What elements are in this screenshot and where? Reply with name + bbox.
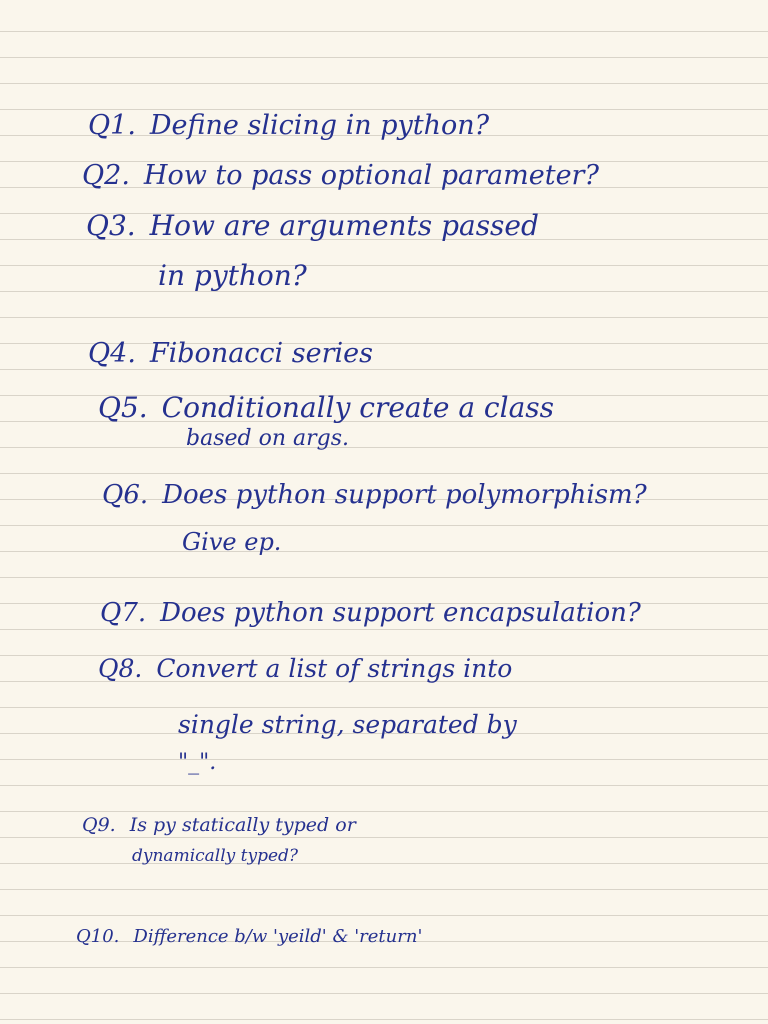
question-text: Give ep. (182, 528, 282, 556)
question-number: Q1. (88, 110, 136, 141)
question-text: How are arguments passed (149, 209, 539, 242)
question-3 (86, 209, 539, 242)
question-text: Does python support polymorphism? (162, 480, 647, 510)
question-number: Q2. (82, 160, 130, 191)
question-number: Q10. (76, 926, 120, 947)
question-7 (100, 600, 641, 626)
question-text: single string, separated by (178, 710, 517, 739)
question-6 (102, 482, 647, 508)
question-text: Fibonacci series (149, 338, 373, 369)
question-8-continued (178, 752, 216, 774)
question-text: Conditionally create a class (161, 391, 554, 424)
question-text: dynamically typed? (132, 846, 299, 866)
question-text: Convert a list of strings into (156, 654, 513, 683)
question-2 (82, 162, 599, 189)
question-8-continued (178, 712, 517, 737)
question-9 (82, 816, 356, 835)
question-5 (98, 391, 554, 424)
question-number: Q7. (100, 598, 147, 628)
question-6-continued (182, 530, 281, 554)
question-text: in python? (158, 259, 307, 292)
question-4 (88, 340, 373, 367)
question-8 (98, 656, 512, 681)
question-text: Define slicing in python? (149, 110, 490, 141)
question-number: Q8. (98, 654, 143, 683)
question-1 (88, 112, 489, 139)
question-text: "_". (178, 750, 217, 775)
question-number: Q5. (98, 391, 148, 424)
question-9-continued (132, 848, 298, 865)
question-text: Difference b/w 'yeild' & 'return' (133, 926, 423, 947)
question-number: Q3. (86, 209, 136, 242)
question-number: Q9. (82, 814, 116, 836)
question-10 (76, 928, 422, 946)
question-text: Does python support encapsulation? (160, 598, 641, 628)
question-3-continued (158, 259, 307, 292)
question-text: based on args. (186, 426, 349, 451)
question-5-continued (186, 428, 349, 450)
question-number: Q6. (102, 480, 149, 510)
question-text: How to pass optional parameter? (143, 160, 599, 191)
question-number: Q4. (88, 338, 136, 369)
question-text: Is py statically typed or (129, 814, 356, 836)
